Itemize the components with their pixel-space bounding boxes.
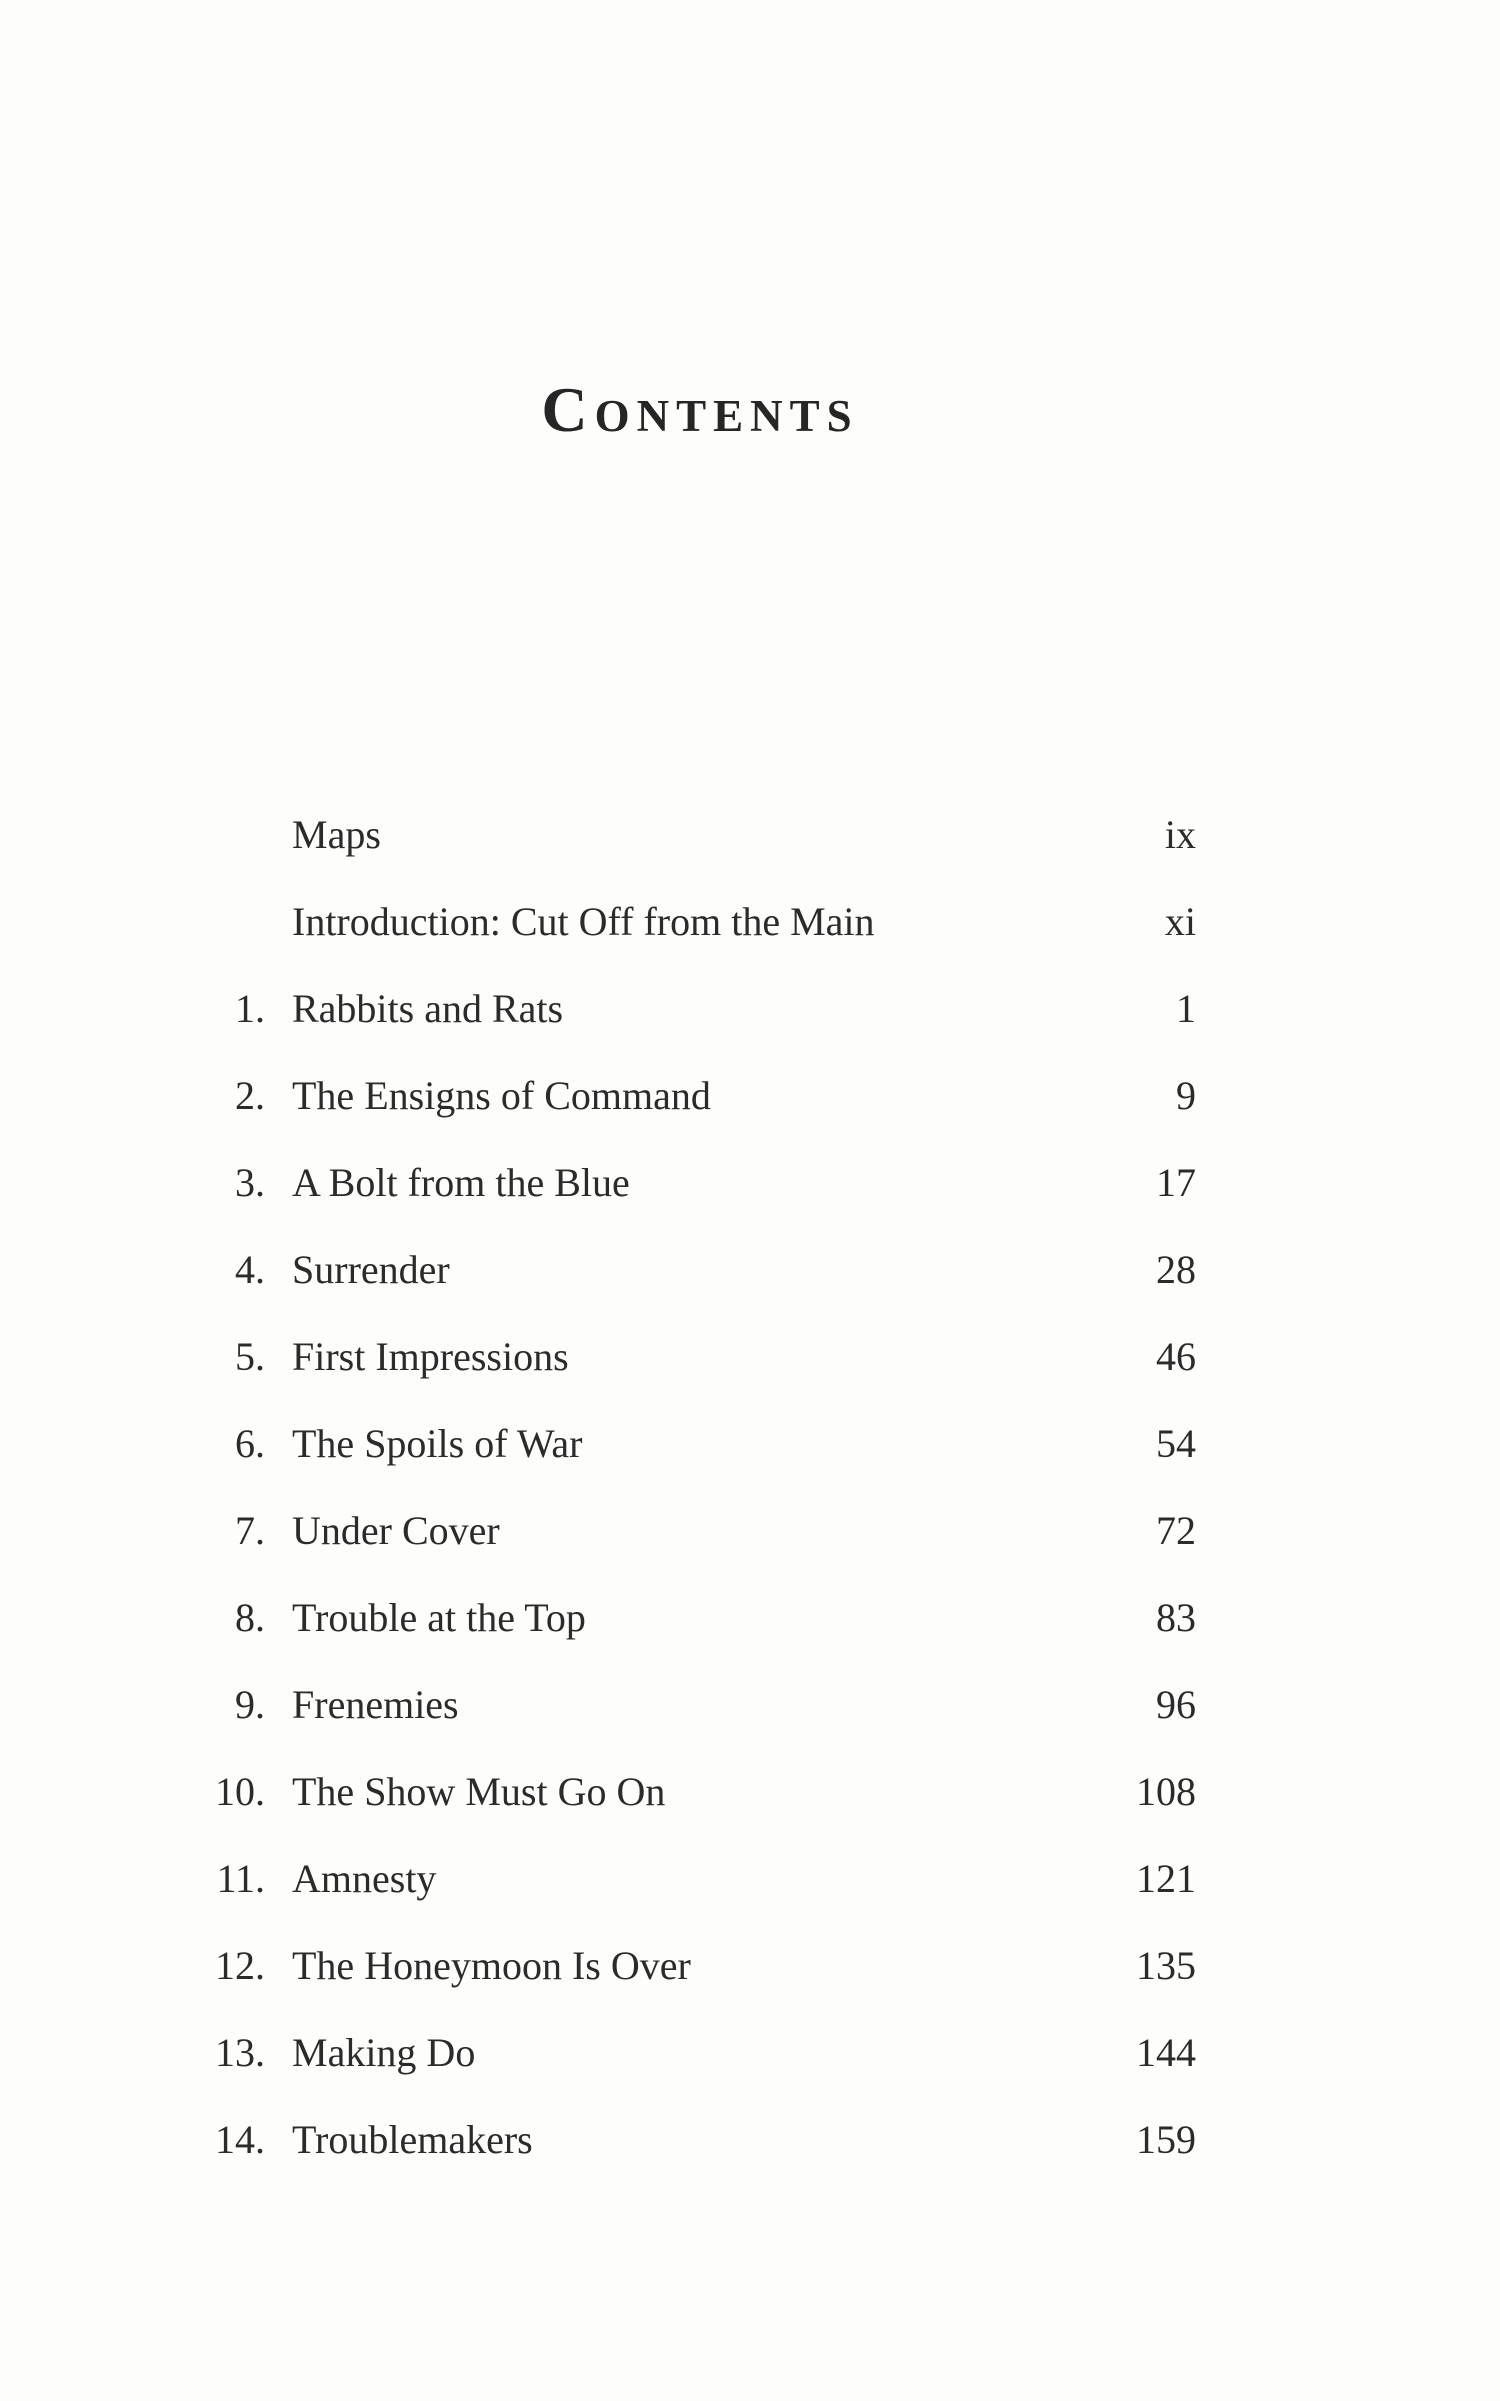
chapter-number: 13. [215,2030,265,2075]
chapter-number: 7. [235,1508,265,1553]
chapter-title: Frenemies [292,1682,459,1727]
chapter-number: 1. [235,986,265,1031]
chapter-number: 14. [215,2117,265,2162]
chapter-title: The Show Must Go On [292,1769,666,1814]
chapter-title: Maps [292,812,381,857]
toc-entry [0,2105,1500,2192]
page-number: 17 [1156,1160,1196,1205]
toc-entry [0,1496,1500,1583]
toc-entry [0,2018,1500,2105]
page-number: 9 [1176,1073,1196,1118]
page-number: 96 [1156,1682,1196,1727]
page-number: 83 [1156,1595,1196,1640]
chapter-number: 5. [235,1334,265,1379]
chapter-number: 6. [235,1421,265,1466]
chapter-number: 12. [215,1943,265,1988]
page-number: 159 [1136,2117,1196,2162]
chapter-title: Making Do [292,2030,476,2075]
toc-entry [0,1322,1500,1409]
page-number: 46 [1156,1334,1196,1379]
toc-entry [0,1061,1500,1148]
chapter-title: A Bolt from the Blue [292,1160,630,1205]
page-number: 54 [1156,1421,1196,1466]
chapter-title: Under Cover [292,1508,500,1553]
page-number: 135 [1136,1943,1196,1988]
toc-entry [0,1235,1500,1322]
chapter-title: Trouble at the Top [292,1595,586,1640]
chapter-number: 2. [235,1073,265,1118]
chapter-title: The Ensigns of Command [292,1073,711,1118]
page-number: 28 [1156,1247,1196,1292]
page-number: 121 [1136,1856,1196,1901]
toc-entry [0,974,1500,1061]
toc-entry [0,1409,1500,1496]
chapter-number: 11. [216,1856,265,1901]
chapter-number: 9. [235,1682,265,1727]
toc-entry [0,1670,1500,1757]
page-number: 108 [1136,1769,1196,1814]
chapter-title: Amnesty [292,1856,437,1901]
toc-entry [0,1148,1500,1235]
chapter-number: 4. [235,1247,265,1292]
chapter-title: Troublemakers [292,2117,533,2162]
toc-entry [0,887,1500,974]
page-number: 1 [1176,986,1196,1031]
page-number: xi [1164,899,1196,944]
page-number: 144 [1136,2030,1196,2075]
table-of-contents [0,800,1500,2192]
toc-entry [0,1583,1500,1670]
chapter-title: Rabbits and Rats [292,986,564,1031]
toc-entry [0,1931,1500,2018]
toc-entry [0,800,1500,887]
toc-entry [0,1757,1500,1844]
chapter-title: Surrender [292,1247,450,1292]
chapter-title: The Spoils of War [292,1421,583,1466]
chapter-number: 3. [235,1160,265,1205]
toc-entry [0,1844,1500,1931]
page-title: Contents [541,373,859,445]
chapter-number: 8. [235,1595,265,1640]
chapter-number: 10. [215,1769,265,1814]
chapter-title: First Impressions [292,1334,569,1379]
chapter-title: Introduction: Cut Off from the Main [292,899,875,944]
chapter-title: The Honeymoon Is Over [292,1943,691,1988]
page-number: 72 [1156,1508,1196,1553]
page-number: ix [1164,812,1196,857]
